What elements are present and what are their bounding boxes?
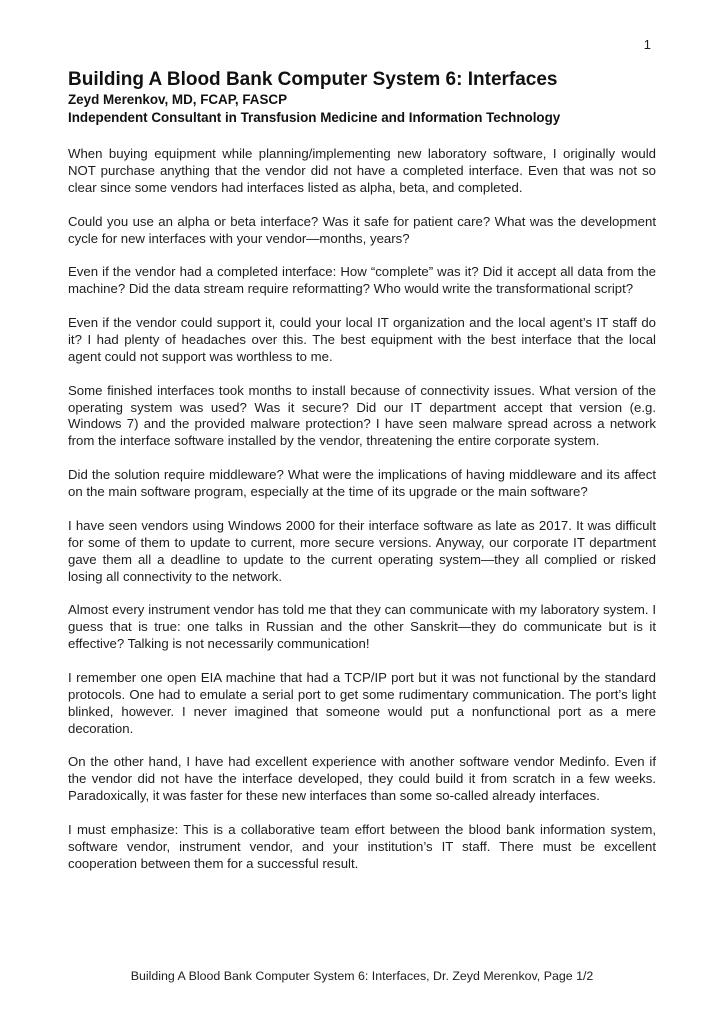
paragraph-10: On the other hand, I have had excellent experience with another software vendor Medinfo. Even if the vendor did not have the interface developed, they could build it from scratch in a few weeks. Paradoxically, it was faster for these new interfaces than some so-called already interfaces. — [68, 754, 656, 804]
paragraph-1: When buying equipment while planning/implementing new laboratory software, I originally would NOT purchase anything that the vendor did not have a completed interface. Even that was not so clear since some vendors had interfaces listed as alpha, beta, and completed. — [68, 146, 656, 195]
paragraph-5: Some finished interfaces took months to install because of connectivity issues. What version of the operating system was used? Was it secure? Did our IT department accept that version (e.g. Windows 7) and the provided malware protection? I have seen malware spread across a network from the interface software installed by the vendor, threatening the entire corporate system. — [68, 382, 656, 449]
paragraph-2: Could you use an alpha or beta interface? Was it safe for patient care? What was the development cycle for new interfaces with your vendor—months, years? — [68, 213, 656, 246]
page-number: 1 — [643, 37, 651, 52]
paragraph-11: I must emphasize: This is a collaborative team effort between the blood bank information system, software vendor, instrument vendor, and your institution’s IT staff. There must be excellent cooperation between them for a successful result. — [68, 822, 656, 871]
paragraph-4: Even if the vendor could support it, could your local IT organization and the local agent’s IT staff do it? I had plenty of headaches over this. The best equipment with the best interface that the local agent could not support was worthless to me. — [68, 315, 656, 364]
paragraph-3: Even if the vendor had a completed interface: How “complete” was it? Did it accept all data from the machine? Did the data stream require reformatting? Who would write the transformational script? — [68, 264, 656, 297]
document-title: Building A Blood Bank Computer System 6: Interfaces — [68, 69, 558, 90]
affiliation-line: Independent Consultant in Transfusion Medicine and Information Technology — [68, 110, 561, 125]
page-footer: Building A Blood Bank Computer System 6: Interfaces, Dr. Zeyd Merenkov, Page 1/2 — [130, 969, 594, 983]
paragraph-7: I have seen vendors using Windows 2000 for their interface software as late as 2017. It was difficult for some of them to update to current, more secure versions. Anyway, our corporate IT department gave them all a deadline to update to the current operating system—they all complied or risked losing all connectivity to the network. — [68, 517, 656, 584]
paragraph-6: Did the solution require middleware? What were the implications of having middleware and its affect on the main software program, especially at the time of its upgrade or the main software? — [68, 467, 656, 500]
author-line: Zeyd Merenkov, MD, FCAP, FASCP — [68, 92, 288, 107]
document-body — [68, 146, 656, 873]
paragraph-8: Almost every instrument vendor has told me that they can communicate with my laboratory system. I guess that is true: one talks in Russian and the other Sanskrit—they do communicate but is it effective? Talking is not necessarily communication! — [68, 602, 656, 652]
paragraph-9: I remember one open EIA machine that had a TCP/IP port but it was not functional by the standard protocols. One had to emulate a serial port to get some rudimentary communication. The port’s light blinked, however. I never imagined that someone would put a nonfunctional port as a mere decoration. — [68, 669, 656, 736]
